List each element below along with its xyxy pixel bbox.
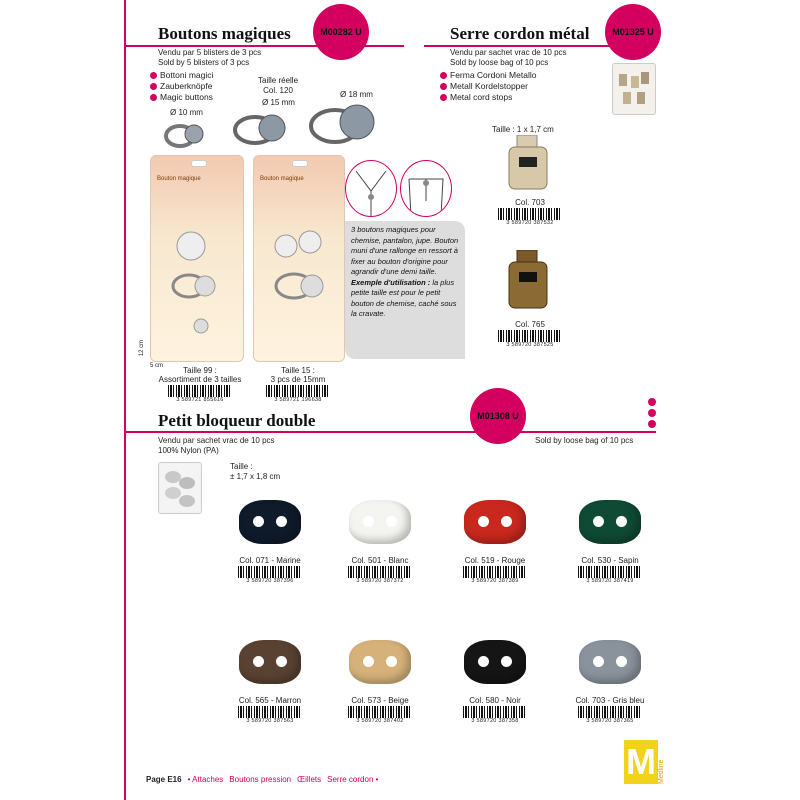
stopper-ean: 3 589720 387372 [356,578,404,584]
left-accent-line [124,0,126,800]
stopper-image [349,500,411,544]
brand-logo [624,740,658,784]
stopper-caption [220,556,320,584]
hole-icon [386,516,397,527]
page-number: Page E16 [146,775,182,784]
diam-15: Ø 15 mm [262,98,295,107]
barcode [168,385,232,397]
stopper-col: Col. 580 - Noir [469,696,521,705]
stopper-image [464,640,526,684]
stopper-caption [220,696,320,724]
section3-sold-en: Sold by loose bag of 10 pcs [535,436,634,445]
hanger-hole [191,160,207,167]
hole-icon [253,516,264,527]
stopper-col: Col. 565 - Marron [238,696,302,705]
footer-section-2[interactable]: Boutons pression [229,775,292,784]
stopper-col: Col. 501 - Blanc [351,556,409,565]
section2-size: Taille : 1 x 1,7 cm [492,125,554,134]
pack-height: 12 cm [139,339,146,357]
hole-icon [501,516,512,527]
barcode [238,706,302,718]
stopper-caption [445,696,545,724]
bullet-icon [150,72,157,79]
name-en: Magic buttons [150,92,213,103]
barcode [463,706,527,718]
sold-fr: Vendu par 5 blisters de 3 pcs [158,48,262,57]
stopper-col: Col. 519 - Rouge [464,556,526,565]
sold-en: Sold by 5 blisters of 3 pcs [158,58,250,67]
package1-caption: Taille 99 : Assortiment de 3 tailles 3 589721 855616 [158,366,242,403]
hole-icon [276,516,287,527]
barcode [348,566,412,578]
cord-stop-765-image [505,250,555,320]
section1-ref-badge: M00282 U [313,4,369,60]
stopper-col: Col. 071 - Marine [239,556,301,565]
barcode [463,566,527,578]
hole-icon [363,656,374,667]
barcode [498,330,562,342]
stopper-caption [445,556,545,584]
stopper-image [349,640,411,684]
section1-sold [158,48,261,68]
trousers-illustration [400,160,452,217]
shirt-collar-illustration [345,160,397,217]
section1-title: Boutons magiques [158,24,291,43]
barcode [348,706,412,718]
section3-ref-badge: M01308 U [470,388,526,444]
hole-icon [478,516,489,527]
diam-10: Ø 10 mm [170,108,203,117]
stopper-caption [330,556,430,584]
stopper-col: Col. 530 - Sapin [581,556,639,565]
barcode [498,208,562,220]
package-label-2: Bouton magique [260,176,304,182]
diam-18: Ø 18 mm [340,90,373,99]
stoppers-bag [158,462,202,514]
stopper-image [239,500,301,544]
stopper-image [239,640,301,684]
stopper-col: Col. 703 - Gris bleu [575,696,645,705]
section2-sold: Vendu par sachet vrac de 10 pcs Sold by loose bag of 10 pcs [450,48,567,67]
15mm-buttons-image [264,216,336,346]
cord-stop-703-image [505,135,555,197]
bullet-icon [440,94,447,101]
footer-section-3[interactable]: Œillets [297,775,322,784]
real-size-label: Taille réelle Col. 120 [258,76,299,95]
section3-title: Petit bloqueur double [158,411,316,430]
package-label: Bouton magique [157,176,201,182]
section3-rule [124,431,656,433]
side-dots [648,398,656,428]
barcode [266,385,330,397]
footer-section-1[interactable]: • Attaches [187,775,224,784]
stopper-ean: 3 589720 387419 [586,578,634,584]
hole-icon [253,656,264,667]
cord-stop-703-caption: Col. 703 3 589720 387532 [480,198,580,226]
hole-icon [616,516,627,527]
stopper-ean: 3 589720 387563 [246,718,294,724]
stopper-image [464,500,526,544]
stopper-caption [560,556,660,584]
package-assortment [150,155,244,362]
brand-name: Medline [658,759,665,784]
bullet-icon [150,83,157,90]
cord-stops-bag [612,63,656,115]
stopper-image [579,640,641,684]
hole-icon [478,656,489,667]
hanger-hole-2 [292,160,308,167]
cord-stop-765-caption: Col. 765 3 589720 387525 [480,320,580,348]
footer-section-4[interactable]: Serre cordon • [327,775,379,784]
barcode [578,566,642,578]
package-15mm [253,155,345,362]
hole-icon [501,656,512,667]
stopper-ean: 3 589720 387389 [471,578,519,584]
stopper-col: Col. 573 - Beige [351,696,409,705]
stopper-ean: 3 589720 387402 [356,718,404,724]
section3-size: Taille : ± 1,7 x 1,8 cm [230,462,281,481]
section2-names: Ferma Cordoni Metallo Metall Kordelstopper Metal cord stops [440,70,536,103]
stopper-image [579,500,641,544]
hole-icon [593,656,604,667]
assortment-buttons-image [161,216,233,346]
usage-note: 3 boutons magiques pour chemise, pantalon, jupe. Bouton muni d'une rallonge en ressort à fixer au bouton d'origine pour agrandir d'une demi taille. Exemple d'utilisation : la plus petite taille est pour le petit bouton de chemise, caché sous la cravate. [345,221,465,359]
footer [146,775,378,784]
package2-caption: Taille 15 : 3 pcs de 15mm 3 589721 196638 [248,366,348,403]
hole-icon [276,656,287,667]
bullet-icon [440,72,447,79]
section2-title: Serre cordon métal [450,24,590,43]
barcode [578,706,642,718]
section2-ref-badge: M01325 U [605,4,661,60]
hole-icon [616,656,627,667]
stopper-caption [560,696,660,724]
logo-letter: M [626,741,656,782]
bullet-icon [440,83,447,90]
pack-width: 5 cm [150,363,164,369]
barcode [238,566,302,578]
section3-sold: Vendu par sachet vrac de 10 pcs 100% Nylon (PA) [158,436,275,455]
name-de: Zauberknöpfe [150,81,213,92]
stopper-ean: 3 589720 387365 [586,718,634,724]
hole-icon [386,656,397,667]
hole-icon [593,516,604,527]
section1-names [150,70,213,103]
name-it: Bottoni magici [150,70,213,81]
stopper-ean: 3 589720 387396 [246,578,294,584]
magic-buttons-image [150,100,400,156]
stopper-caption [330,696,430,724]
stopper-ean: 3 589720 387358 [471,718,519,724]
hole-icon [363,516,374,527]
